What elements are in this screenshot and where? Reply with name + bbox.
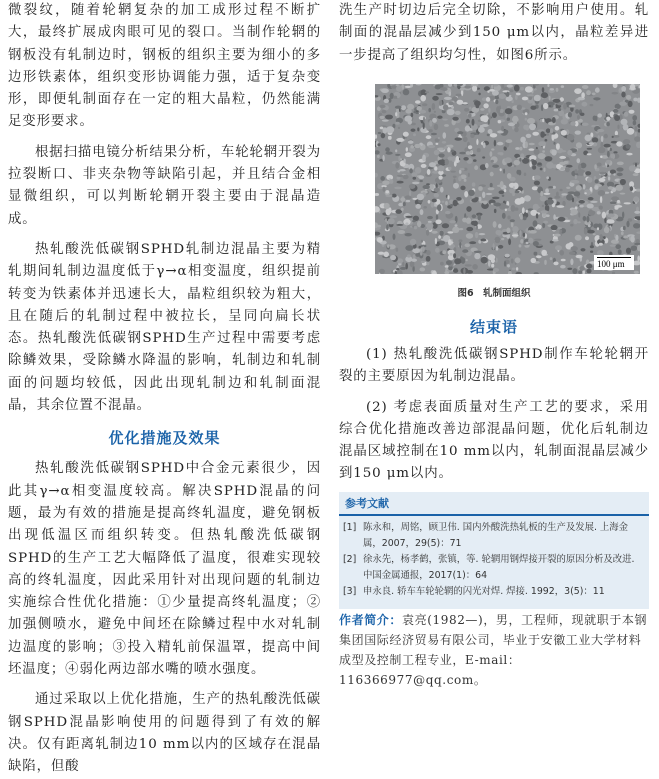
body-paragraph: 微裂纹，随着轮辋复杂的加工成形过程不断扩大，最终扩展成肉眼可见的裂口。当制作轮辋的钢板没有轧制边时，钢板的组织主要为细小的多边形铁素体，组织变形协调能力强，适于复杂变形，即便轧制面存在一定的粗大晶粒，仍然能满足变形要求。 [8,3,321,130]
scale-bar [594,255,634,270]
author-label: 作者简介： [339,613,403,627]
conclusion-item: (2) 考虑表面质量对生产工艺的要求，采用综合优化措施改善边部混晶问题，优化后轧制边混晶区域控制在10 mm以内，轧制面混晶层减少到150 μm以内。 [339,399,649,482]
body-paragraph: 通过采取以上优化措施，生产的热轧酸洗低碳钢SPHD混晶影响使用的问题得到了有效的解决。仅有距离轧制边10 mm以内的区域存在混晶缺陷，但酸 [8,692,321,775]
section-heading-optimization: 优化措施及效果 [108,429,221,448]
micrograph-image [375,84,640,274]
references-box [339,492,649,609]
reference-item: [2] 徐永先，杨孝鹤，张镇，等. 轮辋用钢焊接开裂的原因分析及改进. 中国金属通报，2017(1)：64 [343,554,635,581]
body-paragraph: 根据扫描电镜分析结果分析，车轮轮辋开裂为拉裂断口、非夹杂物等缺陷引起，并且结合金相显微组织，可以判断轮辋开裂主要由于混晶造成。 [8,144,321,227]
section-heading-conclusion: 结束语 [469,318,518,336]
author-bio [339,610,649,690]
figure-caption: 图6 轧制面组织 [457,288,531,299]
left-column [8,0,321,779]
reference-item: [1] 陈永和，周铭，顾卫伟. 国内外酸洗热轧板的生产及发展. 上海金属，2007，29(5)：71 [343,522,629,549]
conclusion-item: (1) 热轧酸洗低碳钢SPHD制作车轮轮辋开裂的主要原因为轧制边混晶。 [339,347,649,385]
body-paragraph: 洗生产时切边后完全切除，不影响用户使用。轧制面的混晶层减少到150 μm以内，晶粒差异进一步提高了组织均匀性，如图6所示。 [339,3,649,63]
scale-bar-label: 100 μm [597,259,625,269]
author-text: 袁亮(1982—)，男，工程师，现就职于本钢集团国际经济贸易有限公司，毕业于安徽工业大学材料成型及控制工程专业，E-mail：116366977@qq.com。 [339,613,648,687]
reference-item: [3] 申永良. 轿车车轮轮辋的闪光对焊. 焊接. 1992，3(5)：11 [343,586,605,597]
body-paragraph: 热轧酸洗低碳钢SPHD中合金元素很少，因此其γ→α相变温度较高。解决SPHD混晶的问题，最为有效的措施是提高终轧温度，避免钢板出现低温区而组织转变。但热轧酸洗低碳钢SPHD的生产工艺大幅降低了温度，很难实现较高的终轧温度，因此采用针对出现问题的轧制边实施综合性优化措施：①少量提高终轧温度；②加强侧喷水，避免中间坯在除鳞过程中水对轧制边温度的影响；③投入精轧前保温罩，提高中间坯温度；④弱化两边部水嘴的喷水强度。 [8,461,321,678]
body-paragraph: 热轧酸洗低碳钢SPHD轧制边混晶主要为精轧期间轧制边温度低于γ→α相变温度，组织提前转变为铁素体并迅速长大，晶粒组织较为粗大，且在随后的轧制过程中被拉长，呈同向扁长状态。热轧酸洗低碳钢SPHD生产过程中需要考虑除鳞效果，受除鳞水降温的影响，轧制边和轧制面的问题均较低，因此出现轧制边和轧制面混晶，其余位置不混晶。 [8,241,321,414]
references-title: 参考文献 [339,492,649,516]
micrograph-texture [375,84,640,274]
